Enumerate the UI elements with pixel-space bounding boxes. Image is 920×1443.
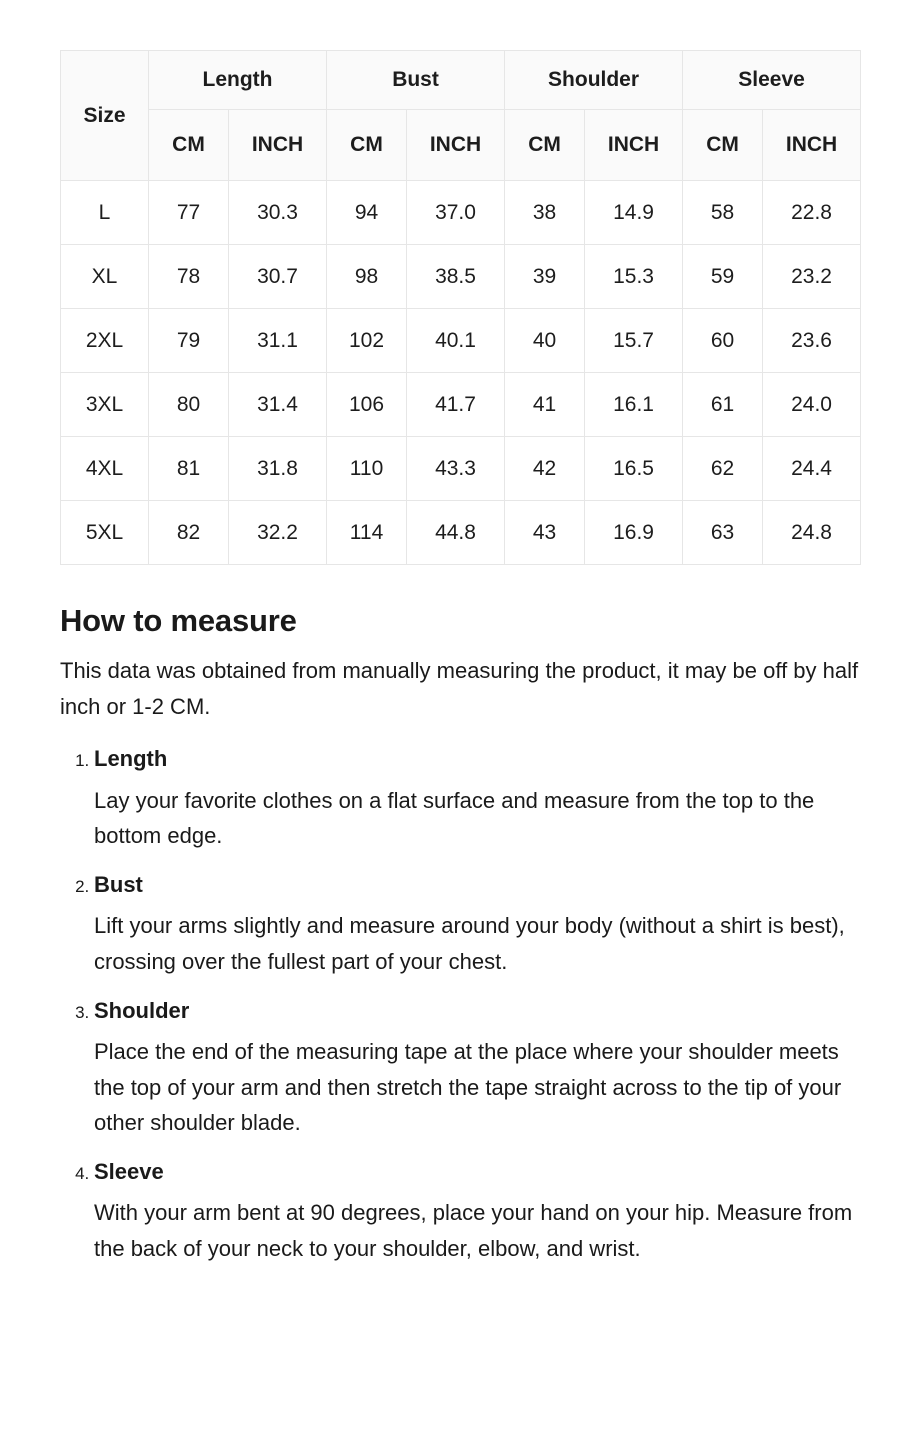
cell-sleeve-cm: 62 [683, 437, 763, 501]
table-body [61, 181, 861, 565]
step-title: 1. Length [94, 746, 168, 772]
size-chart-table [60, 50, 861, 565]
cell-sleeve-inch: 24.8 [763, 501, 861, 565]
cell-shoulder-cm: 39 [505, 245, 585, 309]
cell-shoulder-cm: 43 [505, 501, 585, 565]
cell-bust-inch: 40.1 [407, 309, 505, 373]
list-item [94, 746, 860, 854]
cell-sleeve-inch: 24.4 [763, 437, 861, 501]
cell-bust-inch: 37.0 [407, 181, 505, 245]
cell-sleeve-inch: 23.2 [763, 245, 861, 309]
how-to-measure-intro: This data was obtained from manually measuring the product, it may be off by half inch or 1-2 CM. [60, 658, 859, 719]
table-row [61, 245, 861, 309]
cell-size: 3XL [61, 373, 149, 437]
cell-bust-cm: 102 [327, 309, 407, 373]
cell-shoulder-inch: 15.3 [585, 245, 683, 309]
cell-bust-inch: 44.8 [407, 501, 505, 565]
cell-length-cm: 82 [149, 501, 229, 565]
cell-length-cm: 77 [149, 181, 229, 245]
column-group-length: Length [149, 51, 327, 110]
cell-sleeve-cm: 61 [683, 373, 763, 437]
table-row [61, 437, 861, 501]
cell-bust-cm: 98 [327, 245, 407, 309]
step-title: 4. Sleeve [94, 1158, 164, 1184]
cell-length-inch: 31.8 [229, 437, 327, 501]
cell-shoulder-inch: 14.9 [585, 181, 683, 245]
unit-header-sleeve-cm: CM [683, 110, 763, 181]
step-body: Lift your arms slightly and measure around your body (without a shirt is best), crossing over the fullest part of your chest. [94, 913, 845, 974]
cell-size: L [61, 181, 149, 245]
step-title: 2. Bust [94, 871, 143, 897]
column-header-size: Size [61, 51, 149, 181]
cell-length-inch: 31.1 [229, 309, 327, 373]
cell-shoulder-inch: 16.1 [585, 373, 683, 437]
cell-sleeve-inch: 22.8 [763, 181, 861, 245]
unit-header-length-inch: INCH [229, 110, 327, 181]
column-group-shoulder: Shoulder [505, 51, 683, 110]
how-to-measure-title: How to measure [60, 603, 297, 638]
column-group-sleeve: Sleeve [683, 51, 861, 110]
table-row [61, 501, 861, 565]
cell-shoulder-inch: 16.5 [585, 437, 683, 501]
list-item [94, 998, 860, 1141]
cell-length-inch: 32.2 [229, 501, 327, 565]
cell-shoulder-cm: 38 [505, 181, 585, 245]
column-group-bust: Bust [327, 51, 505, 110]
cell-bust-cm: 94 [327, 181, 407, 245]
cell-size: 2XL [61, 309, 149, 373]
unit-header-shoulder-cm: CM [505, 110, 585, 181]
table-row [61, 373, 861, 437]
cell-bust-cm: 114 [327, 501, 407, 565]
unit-header-shoulder-inch: INCH [585, 110, 683, 181]
cell-sleeve-cm: 63 [683, 501, 763, 565]
measure-steps-list [60, 746, 860, 1266]
cell-sleeve-inch: 23.6 [763, 309, 861, 373]
unit-header-bust-inch: INCH [407, 110, 505, 181]
cell-length-cm: 79 [149, 309, 229, 373]
cell-size: XL [61, 245, 149, 309]
unit-header-sleeve-inch: INCH [763, 110, 861, 181]
cell-length-inch: 30.3 [229, 181, 327, 245]
step-body: With your arm bent at 90 degrees, place your hand on your hip. Measure from the back of your neck to your shoulder, elbow, and wrist. [94, 1200, 853, 1261]
cell-length-cm: 80 [149, 373, 229, 437]
step-title: 3. Shoulder [94, 997, 190, 1023]
cell-bust-cm: 106 [327, 373, 407, 437]
cell-sleeve-inch: 24.0 [763, 373, 861, 437]
step-body: Lay your favorite clothes on a flat surface and measure from the top to the bottom edge. [94, 787, 815, 849]
unit-header-bust-cm: CM [327, 110, 407, 181]
cell-sleeve-cm: 60 [683, 309, 763, 373]
unit-header-length-cm: CM [149, 110, 229, 181]
table-row [61, 181, 861, 245]
cell-length-cm: 81 [149, 437, 229, 501]
step-body: Place the end of the measuring tape at the place where your shoulder meets the top of your arm and then stretch the tape straight across to the tip of your other shoulder blade. [94, 1038, 842, 1136]
cell-shoulder-cm: 40 [505, 309, 585, 373]
cell-bust-cm: 110 [327, 437, 407, 501]
cell-bust-inch: 38.5 [407, 245, 505, 309]
list-item [94, 1159, 860, 1267]
cell-size: 4XL [61, 437, 149, 501]
cell-length-inch: 31.4 [229, 373, 327, 437]
cell-bust-inch: 41.7 [407, 373, 505, 437]
cell-sleeve-cm: 58 [683, 181, 763, 245]
cell-length-inch: 30.7 [229, 245, 327, 309]
cell-bust-inch: 43.3 [407, 437, 505, 501]
table-row [61, 309, 861, 373]
cell-shoulder-inch: 16.9 [585, 501, 683, 565]
table-header-row-units [61, 110, 861, 181]
table-header-row-groups [61, 51, 861, 110]
cell-shoulder-cm: 41 [505, 373, 585, 437]
cell-size: 5XL [61, 501, 149, 565]
cell-shoulder-cm: 42 [505, 437, 585, 501]
table-header [61, 51, 861, 181]
list-item [94, 872, 860, 980]
cell-length-cm: 78 [149, 245, 229, 309]
cell-shoulder-inch: 15.7 [585, 309, 683, 373]
cell-sleeve-cm: 59 [683, 245, 763, 309]
